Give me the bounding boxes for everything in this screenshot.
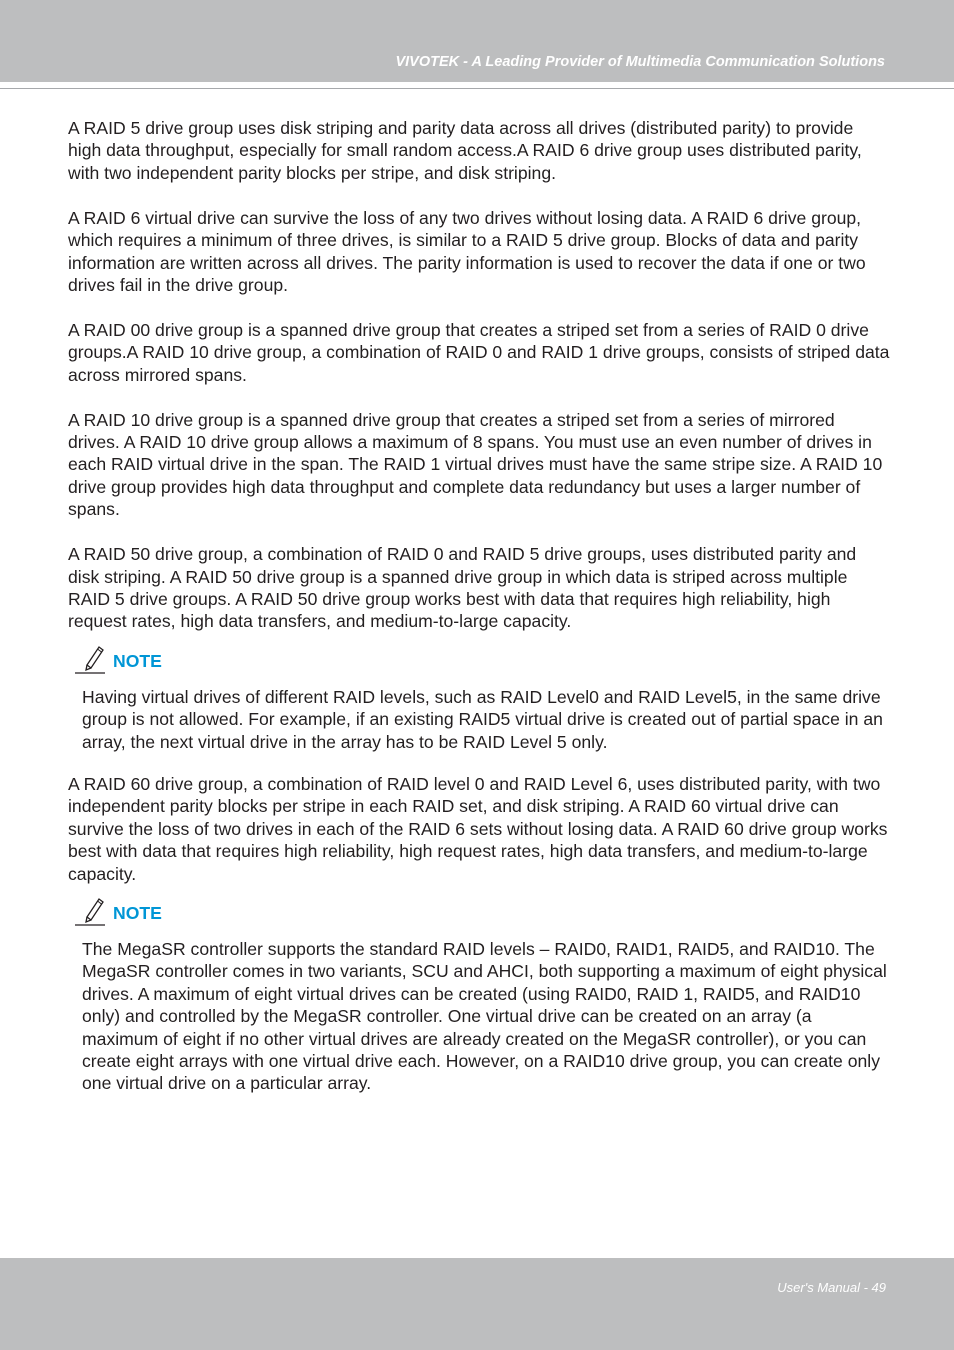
paragraph-raid50: A RAID 50 drive group, a combination of RAID 0 and RAID 5 drive groups, uses distributed parity and disk striping. A RAID 50 drive group is a spanned drive group in which data is striped across multiple RAID 5 drive groups. A RAID 50 drive group works best with data that requires high reliability, high request rates, high data transfers, and medium-to-large capacity. [68,544,857,632]
note-text: Having virtual drives of different RAID levels, such as RAID Level0 and RAID Level5, in the same drive group is not allowed. For example, if an existing RAID5 virtual drive is created out of partial space in an array, the next virtual drive in the array has to be RAID Level 5 only. [82,686,883,752]
page-header [0,0,954,82]
note-text: The MegaSR controller supports the standard RAID levels – RAID0, RAID1, RAID5, and RAID10. The MegaSR controller comes in two variants, SCU and AHCI, both supporting a maximum of eight physical drives. A maximum of eight virtual drives can be created (using RAID0, RAID 1, RAID5, and RAID10 only) and controlled by the MegaSR controller. One virtual drive can be created on an array (a maximum of eight if no other virtual drives are already created on the MegaSR controller), or you can create eight arrays with one virtual drive each. However, on a RAID10 drive group, you can create only one virtual drive on a particular array. [82,938,887,1094]
main-content [68,117,890,1095]
header-divider [0,88,954,89]
page-number: User's Manual - 49 [777,1280,886,1295]
page-footer [0,1258,954,1350]
header-title: VIVOTEK - A Leading Provider of Multimedia Communication Solutions [395,54,885,70]
paragraph-raid00: A RAID 00 drive group is a spanned drive group that creates a striped set from a series of RAID 0 drive groups.A RAID 10 drive group, a combination of RAID 0 and RAID 1 drive groups, consists of striped data across mirrored spans. [68,319,890,385]
pencil-icon [74,895,108,929]
paragraph-raid5: A RAID 5 drive group uses disk striping and parity data across all drives (distributed parity) to provide high data throughput, especially for small random access.A RAID 6 drive group uses distributed parity, with two independent parity blocks per stripe, and disk striping. [68,118,862,183]
paragraph-raid60: A RAID 60 drive group, a combination of RAID level 0 and RAID Level 6, uses distributed parity, with two independent parity blocks per stripe in each RAID set, and disk striping. A RAID 60 virtual drive can survive the loss of two drives in each of the RAID 6 sets without losing data. A RAID 60 drive group works best with data that requires high reliability, high request rates, high data transfers, and medium-to-large capacity. [68,773,888,884]
note-label: NOTE [113,650,162,671]
paragraph-raid10: A RAID 10 drive group is a spanned drive group that creates a striped set from a series of mirrored drives. A RAID 10 drive group allows a maximum of 8 spans. You must use an even number of drives in each RAID virtual drive in the span. The RAID 1 virtual drives must have the same stripe size. A RAID 10 drive group provides high data throughput and complete data redundancy but uses a larger number of spans. [68,409,883,520]
pencil-icon [74,643,108,677]
note-label: NOTE [113,902,162,923]
note-header [74,895,890,923]
paragraph-raid6: A RAID 6 virtual drive can survive the loss of any two drives without losing data. A RAID 6 drive group, which requires a minimum of three drives, is similar to a RAID 5 drive group. Blocks of data and parity information are written across all drives. The parity information is used to recover the data if one or two drives fail in the drive group. [68,207,866,295]
note-header [74,643,890,671]
